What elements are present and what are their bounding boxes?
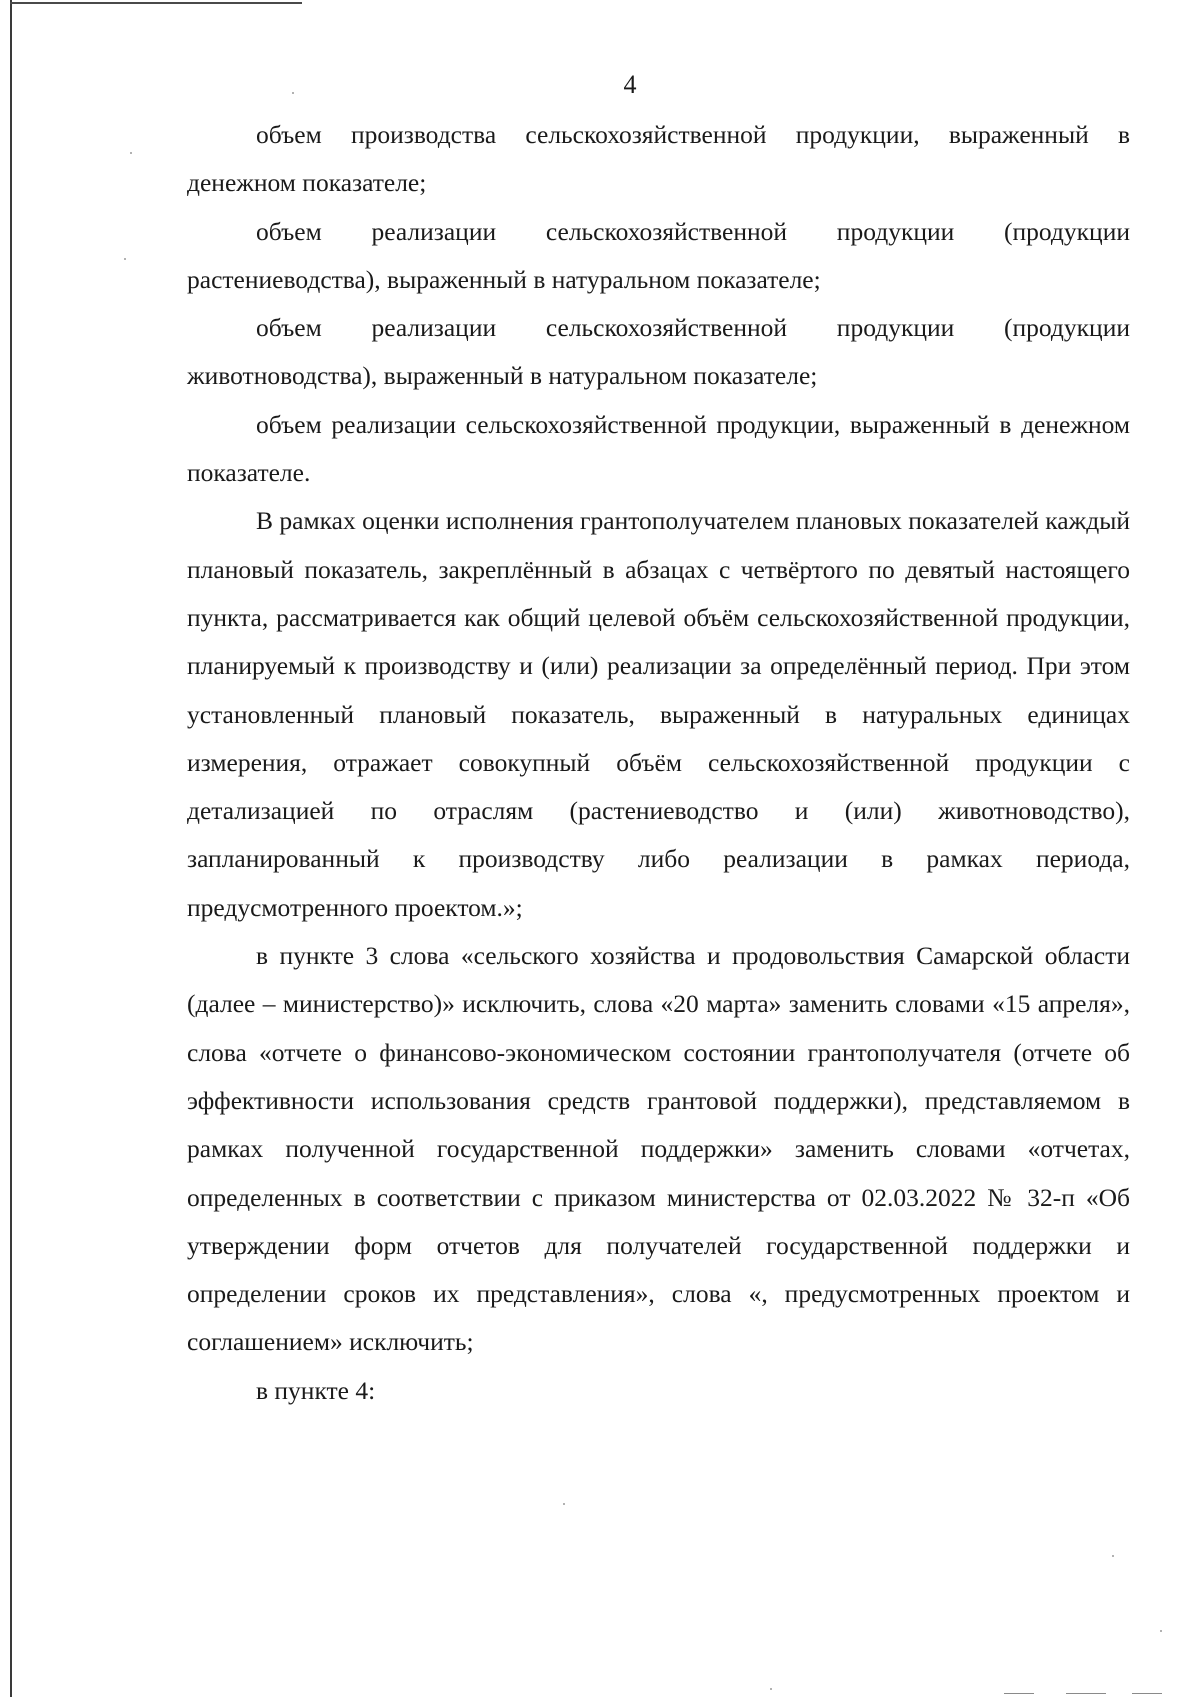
paragraph: в пункте 4:	[256, 1375, 376, 1405]
paragraph: объем производства сельскохозяйственной продукции, выраженный в денежном показателе;	[187, 120, 1130, 198]
page-number: 4	[623, 70, 637, 99]
scan-speck	[770, 1688, 772, 1690]
scan-speck	[130, 152, 132, 154]
scan-artifact-line	[1132, 1693, 1162, 1694]
scan-artifact-line	[1004, 1693, 1034, 1694]
paragraph: объем реализации сельскохозяйственной продукции (продукции растениеводства), выраженный в натуральном показателе;	[187, 216, 1130, 294]
scan-speck	[292, 92, 294, 94]
paragraph: объем реализации сельскохозяйственной продукции (продукции животноводства), выраженный в натуральном показателе;	[187, 313, 1130, 391]
scan-artifact-line	[1066, 1693, 1106, 1694]
scan-speck	[124, 258, 126, 260]
paragraph: В рамках оценки исполнения грантополучателем плановых показателей каждый плановый показатель, закреплённый в абзацах с четвёртого по девятый настоящего пункта, рассматривается как общий целевой объём сельскохозяйственной продукции, планируемый к производству и (или) реализации за определённый период. При этом установленный плановый показатель, выраженный в натуральных единицах измерения, отражает совокупный объём сельскохозяйственной продукции с детализацией по отраслям (растениеводство и (или) животноводство), запланированный к производству либо реализации в рамках периода, предусмотренного проектом.»;	[187, 506, 1130, 922]
scan-speck	[563, 1503, 565, 1505]
document-body	[187, 111, 1130, 1415]
paragraph: в пункте 3 слова «сельского хозяйства и продовольствия Самарской области (далее – министерство)» исключить, слова «20 марта» заменить словами «15 апреля», слова «отчете о финансово-экономическом состоянии грантополучателя (отчете об эффективности использования средств грантовой поддержки), представляемом в рамках полученной государственной поддержки» заменить словами «отчетах, определенных в соответствии с приказом министерства от 02.03.2022 № 32-п «Об утверждении форм отчетов для получателей государственной поддержки и определении сроков их представления», слова «, предусмотренных проектом и соглашением» исключить;	[187, 941, 1130, 1357]
scan-border-top	[10, 2, 302, 4]
paragraph: объем реализации сельскохозяйственной продукции, выраженный в денежном показателе.	[187, 409, 1130, 488]
scan-border-left	[10, 0, 12, 1697]
scan-speck	[1160, 1630, 1162, 1632]
scan-speck	[1112, 1555, 1114, 1557]
